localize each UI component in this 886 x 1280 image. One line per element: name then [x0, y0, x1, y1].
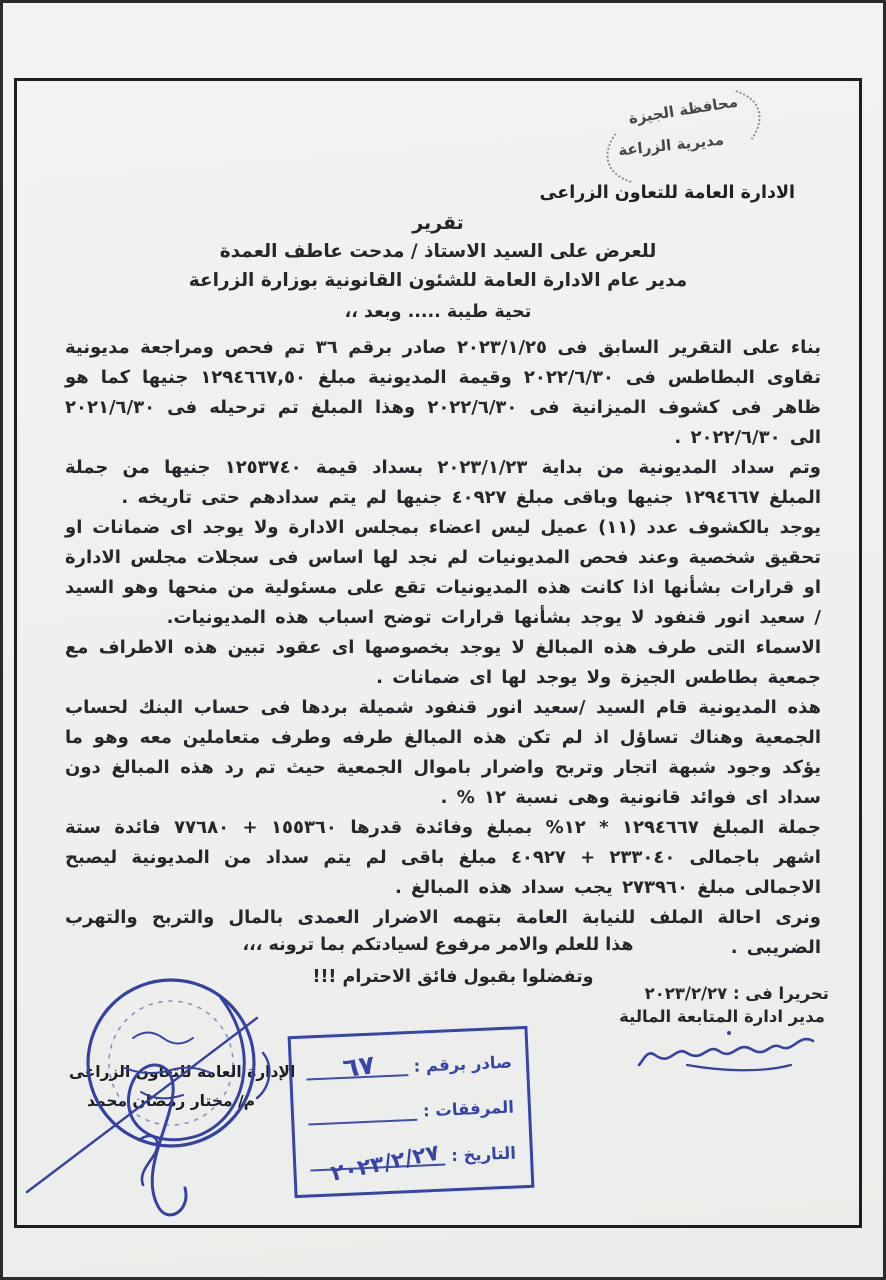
- left-signer-name: م/ مختار رمضان محمد: [87, 1092, 256, 1110]
- report-title: تقرير: [412, 212, 464, 234]
- addressee-line1: للعرض على السيد الاستاذ / مدحت عاطف العمدة: [219, 241, 657, 262]
- closing-line2: وتفضلوا بقبول فائق الاحترام !!!: [312, 967, 594, 987]
- stamp-date-value: ٢٠٢٣/٢/٢٧: [328, 1140, 442, 1187]
- report-paragraph: وتم سداد المديونية من بداية ٢٠٢٣/١/٢٣ بسداد قيمة ١٢٥٣٧٤٠ جنيها من جملة المبلغ ١٢٩٤٦٦٧ جنيها وباقى مبلغ ٤٠٩٢٧ جنيها لم يتم سدادهم حتى تاريخه .: [65, 457, 821, 508]
- stamp-line-decoration: [310, 1140, 446, 1187]
- emblem-line2: مديرية الزراعة: [617, 130, 725, 160]
- report-paragraph: بناء على التقرير السابق فى ٢٠٢٣/١/٢٥ صادر برقم ٣٦ تم فحص ومراجعة مديونية تقاوى البطاطس فى ٢٠٢٢/٦/٣٠ وقيمة المديونية مبلغ ١٢٩٤٦٦٧,٥٠ جنيها كما هو ظاهر فى كشوف الميزانية فى ٢٠٢٢/٦/٣٠ وهذا المبلغ تم ترحيله فى ٢٠٢١/٦/٣٠ الى ٢٠٢٢/٦/٣٠ .: [65, 337, 822, 448]
- addressee-line2: مدير عام الادارة العامة للشئون القانونية بوزارة الزراعة: [188, 270, 688, 291]
- document-border-frame: [14, 78, 862, 1228]
- report-paragraph: جملة المبلغ ١٢٩٤٦٦٧ * ١٢% بمبلغ وفائدة قدرها ١٥٥٣٦٠ + ٧٧٦٨٠ فائدة ستة اشهر باجمالى ٢٣٣٠٤٠ + ٤٠٩٢٧ مبلغ باقى لم يتم سداد من المديونية ليصبح الاجمالى مبلغ ٢٧٣٩٦٠ يجب سداد هذه المبالغ .: [65, 817, 821, 898]
- stamp-row-attachments: [308, 1098, 515, 1126]
- written-on-date: تحريرا فى : ٢٠٢٣/٢/٢٧: [644, 984, 829, 1003]
- stamp-line-decoration: [306, 1050, 408, 1085]
- stamp-line-decoration: [308, 1103, 418, 1126]
- stamp-row-date: [310, 1140, 517, 1187]
- report-paragraph: ونرى احالة الملف للنيابة العامة بتهمه الاضرار العمدى بالمال والتربح والتهرب الضريبى .: [65, 907, 821, 958]
- department-header: الادارة العامة للتعاون الزراعى: [539, 183, 795, 203]
- left-department-line: الإدارة العامة للتعاون الزراعى: [69, 1063, 296, 1081]
- report-paragraph: يوجد بالكشوف عدد (١١) عميل ليس اعضاء بمجلس الادارة ولا يوجد اى ضمانات او تحقيق شخصية وعند فحص المديونيات لم نجد لها اساس فى سجلات مجلس الادارة او قرارات بشأنها اذا كانت هذه المديونيات تقع على مسئولية من منحها وهو السيد / سعيد انور قنفود لا يوجد بشأنها قرارات توضح اسباب هذه المديونيات.: [65, 517, 821, 628]
- issue-number-stamp: [288, 1026, 535, 1198]
- report-paragraph: الاسماء التى طرف هذه المبالغ لا يوجد بخصوصها اى عقود تبين هذه الاطراف مع جمعية بطاطس الجيزة ولا يوجد لها اى ضمانات .: [65, 637, 821, 688]
- report-paragraph: هذه المديونية قام السيد /سعيد انور قنفود شميلة بردها فى حساب البنك لحساب الجمعية وهناك تساؤل اذ لم تكن هذه المبالغ طرفه وطرف متعاملين معه وهو ما يؤكد وجود شبهة اتجار وتربح واضرار باموال الجمعية حيث تم رد هذه المبالغ دون سداد اى فوائد قانونية وهى نسبة ١٢ % .: [65, 697, 821, 808]
- stamp-label-issued-no: صادر برقم :: [413, 1052, 513, 1076]
- emblem-line1: محافظة الجيزة: [626, 92, 739, 128]
- report-body: [65, 333, 821, 963]
- signer-title: مدير ادارة المتابعة المالية: [619, 1007, 825, 1026]
- stamp-issued-number-value: ٦٧: [341, 1050, 377, 1085]
- governorate-emblem-stamp-icon: [591, 89, 776, 184]
- signature-right-icon: [631, 1021, 823, 1081]
- stamp-label-attachments: المرفقات :: [422, 1098, 515, 1121]
- stamp-row-number: [306, 1050, 513, 1085]
- stamp-label-date: التاريخ :: [450, 1143, 517, 1166]
- closing-line1: هذا للعلم والامر مرفوع لسيادتكم بما ترونه ،،،: [242, 935, 634, 955]
- greeting-line: تحية طيبة ..... وبعد ،،: [344, 302, 532, 322]
